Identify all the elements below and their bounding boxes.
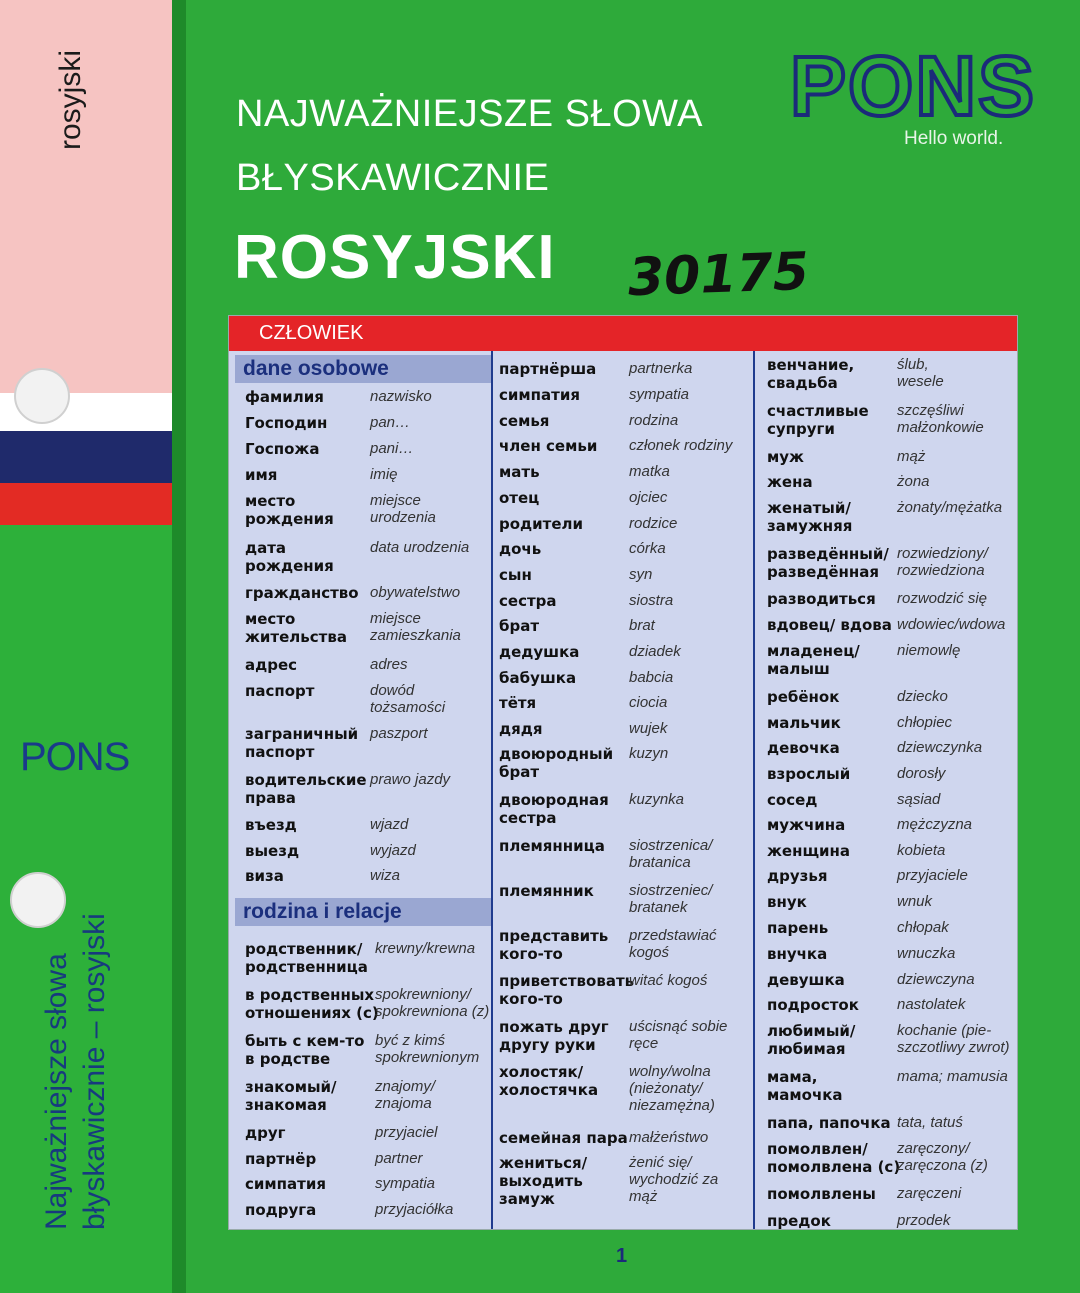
vocab-polish: przedstawiać kogoś [629,927,717,961]
vocab-russian: друг [245,1124,286,1142]
vocab-polish: dziewczyna [897,971,975,988]
vocab-polish: pan… [370,414,411,431]
vocab-russian: мама, мамочка [767,1068,843,1104]
vocab-polish: przyjaciel [375,1124,438,1141]
vocab-russian: женатый/ замужняя [767,499,853,535]
vocab-russian: муж [767,448,804,466]
vocab-polish: sympatia [629,386,690,403]
vocab-polish: partnerka [629,360,693,377]
vocab-polish: wdowiec/wdowa [897,616,1006,633]
vocab-russian: в родственных отношениях (с) [245,986,379,1022]
vocab-russian: ребёнок [767,688,840,706]
vocab-russian: мальчик [767,714,841,732]
vocab-russian: приветствовать кого-то [499,972,635,1008]
vocab-russian: помолвлены [767,1185,876,1203]
vocab-russian: подруга [245,1201,317,1219]
vocab-polish: rodzina [629,412,679,429]
vocab-polish: kobieta [897,842,946,859]
vocab-polish: mama; mamusia [897,1068,1008,1085]
cover-title-line2: BŁYSKAWICZNIE [236,157,550,199]
spine-title [38,913,114,1230]
vocab-polish: małżeństwo [629,1129,709,1146]
vocab-polish: brat [629,617,655,634]
vocab-russian: двоюродная сестра [499,791,609,827]
vocab-russian: девушка [767,971,845,989]
vocab-russian: вдовец/ вдова [767,616,892,634]
vocab-russian: дядя [499,720,543,738]
vocab-russian: женщина [767,842,851,860]
vocab-russian: венчание, свадьба [767,356,855,392]
vocab-polish: ojciec [629,489,668,506]
vocab-polish: prawo jazdy [370,771,451,788]
vocab-polish: chłopak [897,919,949,936]
vocab-russian: член семьи [499,437,598,455]
vocab-russian: партнёр [245,1150,317,1168]
vocab-russian: семья [499,412,550,430]
vocab-polish: krewny/krewna [375,940,476,957]
vocab-russian: быть с кем-то в родстве [245,1032,365,1068]
vocab-russian: сын [499,566,532,584]
spine-brand-logo: PONS [20,735,130,779]
vocab-polish: dziecko [897,688,948,705]
vocab-russian: разводиться [767,590,876,608]
card-heading: CZŁOWIEK [259,322,364,344]
vocab-polish: szczęśliwi małżonkowie [897,402,984,436]
vocab-polish: babcia [629,669,674,686]
vocab-polish: siostrzeniec/ bratanek [629,882,713,916]
vocab-polish: wyjazd [370,842,416,859]
pons-logo: PONS [790,39,1037,133]
vocab-polish: wnuczka [897,945,956,962]
vocab-polish: adres [370,656,408,673]
vocab-polish: pani… [370,440,414,457]
vocab-russian: друзья [767,867,828,885]
vocab-russian: пожать друг другу руки [499,1018,609,1054]
vocab-polish: spokrewniony/ spokrewniona (z) [375,986,490,1020]
vocab-polish: przyjaciele [897,867,968,884]
vocab-russian: виза [245,867,284,885]
column-1 [229,351,493,1229]
card-heading-bar [229,316,1017,351]
vocab-polish: matka [629,463,670,480]
vocab-polish: syn [629,566,653,583]
vocab-polish: wujek [629,720,668,737]
vocab-polish: dowód tożsamości [370,682,446,716]
vocab-polish: kochanie (pie- szczotliwy zwrot) [897,1022,1010,1056]
vocab-polish: dziadek [629,643,681,660]
vocab-russian: водительские права [245,771,367,807]
vocab-russian: семейная пара [499,1129,628,1147]
vocab-russian: папа, папочка [767,1114,891,1132]
vocab-russian: предок [767,1212,831,1230]
vocab-russian: племянник [499,882,594,900]
vocab-polish: imię [370,466,398,483]
handwritten-number: 30175 [627,241,810,309]
vocab-russian: Госпожа [245,440,320,458]
vocab-russian: знакомый/ знакомая [245,1078,337,1114]
vocab-russian: сестра [499,592,557,610]
spine-fold [172,0,186,1293]
vocab-russian: жена [767,473,813,491]
vocab-russian: младенец/ малыш [767,642,860,678]
vocab-polish: ciocia [629,694,668,711]
vocab-polish: rozwiedziony/ rozwiedziona [897,545,988,579]
vocab-russian: тётя [499,694,537,712]
vocab-polish: miejsce urodzenia [370,492,436,526]
vocab-polish: siostra [629,592,674,609]
vocab-russian: отец [499,489,540,507]
vocab-polish: uścisnąć sobie ręce [629,1018,728,1052]
book-spine [0,0,175,1293]
vocab-russian: мужчина [767,816,846,834]
vocab-russian: выезд [245,842,300,860]
vocab-russian: девочка [767,739,840,757]
column-3 [755,351,1017,1229]
vocab-polish: nastolatek [897,996,966,1013]
vocab-russian: взрослый [767,765,851,783]
vocab-russian: двоюродный брат [499,745,614,781]
cover-title-line1: NAJWAŻNIEJSZE SŁOWA [236,93,703,135]
vocab-polish: żenić się/ wychodzić za mąż [629,1154,719,1205]
vocab-russian: родители [499,515,584,533]
vocab-russian: любимый/ любимая [767,1022,856,1058]
vocab-polish: mężczyzna [897,816,973,833]
vocab-russian: Господин [245,414,328,432]
section-heading-personal-data: dane osobowe [235,355,491,383]
vocab-russian: заграничный паспорт [245,725,359,761]
vocab-polish: wjazd [370,816,409,833]
vocab-polish: dorosły [897,765,946,782]
vocab-russian: сосед [767,791,818,809]
vocab-russian: адрес [245,656,298,674]
vocab-russian: внук [767,893,807,911]
page-number: 1 [616,1245,628,1267]
section-heading-family: rodzina i relacje [235,898,491,926]
vocab-polish: członek rodziny [629,437,733,454]
vocab-russian: симпатия [499,386,580,404]
cover-language-title: ROSYJSKI [234,223,556,292]
vocab-polish: rodzice [629,515,678,532]
vocab-polish: obywatelstwo [370,584,461,601]
vocab-polish: wnuk [897,893,933,910]
vocab-russian: счастливые супруги [767,402,869,438]
vocab-polish: paszport [370,725,428,742]
vocab-russian: племянница [499,837,605,855]
vocab-polish: zaręczony/ zaręczona (z) [897,1140,988,1174]
vocab-polish: żona [897,473,930,490]
vocab-russian: паспорт [245,682,315,700]
vocab-russian: место жительства [245,610,347,646]
vocab-russian: имя [245,466,278,484]
vocabulary-card [228,315,1018,1230]
vocab-russian: дата рождения [245,539,334,575]
vocab-russian: родственник/ родственница [245,940,368,976]
vocab-russian: бабушка [499,669,577,687]
vocab-russian: дедушка [499,643,580,661]
vocab-polish: rozwodzić się [897,590,988,607]
vocab-polish: znajomy/ znajoma [375,1078,436,1112]
vocab-polish: wolny/wolna (nieżonaty/ niezamężna) [629,1063,715,1114]
vocab-polish: witać kogoś [629,972,708,989]
vocab-russian: фамилия [245,388,324,406]
vocab-polish: zaręczeni [897,1185,962,1202]
vocab-russian: въезд [245,816,297,834]
binder-hole-top [14,368,70,424]
vocab-polish: żonaty/mężatka [897,499,1003,516]
flag-stripe-red [0,483,172,525]
spine-title-line1: Najważniejsze słowa [40,953,73,1230]
vocab-russian: холостяк/ холостячка [499,1063,599,1099]
vocab-polish: miejsce zamieszkania [370,610,461,644]
vocab-russian: партнёрша [499,360,597,378]
vocab-russian: внучка [767,945,828,963]
flag-stripe-blue [0,431,172,483]
vocab-polish: kuzynka [629,791,685,808]
vocab-russian: симпатия [245,1175,326,1193]
column-2 [493,351,755,1229]
vocab-polish: sympatia [375,1175,436,1192]
vocab-polish: siostrzenica/ bratanica [629,837,713,871]
vocab-polish: przyjaciółka [375,1201,454,1218]
vocab-polish: chłopiec [897,714,953,731]
vocab-russian: гражданство [245,584,359,602]
spine-language-label: rosyjski [54,49,87,150]
vocab-russian: разведённый/ разведённая [767,545,889,581]
vocab-russian: мать [499,463,540,481]
vocab-polish: być z kimś spokrewnionym [375,1032,480,1066]
vocab-russian: парень [767,919,829,937]
vocab-russian: место рождения [245,492,334,528]
vocab-polish: partner [375,1150,423,1167]
spine-title-line2: błyskawicznie – rosyjski [78,913,111,1230]
vocab-polish: data urodzenia [370,539,470,556]
vocab-russian: брат [499,617,540,635]
vocab-polish: ślub, wesele [897,356,944,390]
vocab-polish: córka [629,540,666,557]
vocab-polish: dziewczynka [897,739,983,756]
vocab-polish: sąsiad [897,791,941,808]
vocab-polish: wiza [370,867,401,884]
vocab-polish: niemowlę [897,642,961,659]
vocab-russian: жениться/ выходить замуж [499,1154,588,1208]
vocab-russian: представить кого-то [499,927,609,963]
vocab-polish: nazwisko [370,388,432,405]
vocab-russian: помолвлен/ помолвлена (с) [767,1140,901,1176]
vocab-polish: mąż [897,448,926,465]
vocab-polish: kuzyn [629,745,669,762]
pons-slogan: Hello world. [904,128,1004,149]
vocab-russian: подросток [767,996,859,1014]
vocab-polish: przodek [897,1212,951,1229]
vocab-russian: дочь [499,540,542,558]
vocab-polish: tata, tatuś [897,1114,963,1131]
